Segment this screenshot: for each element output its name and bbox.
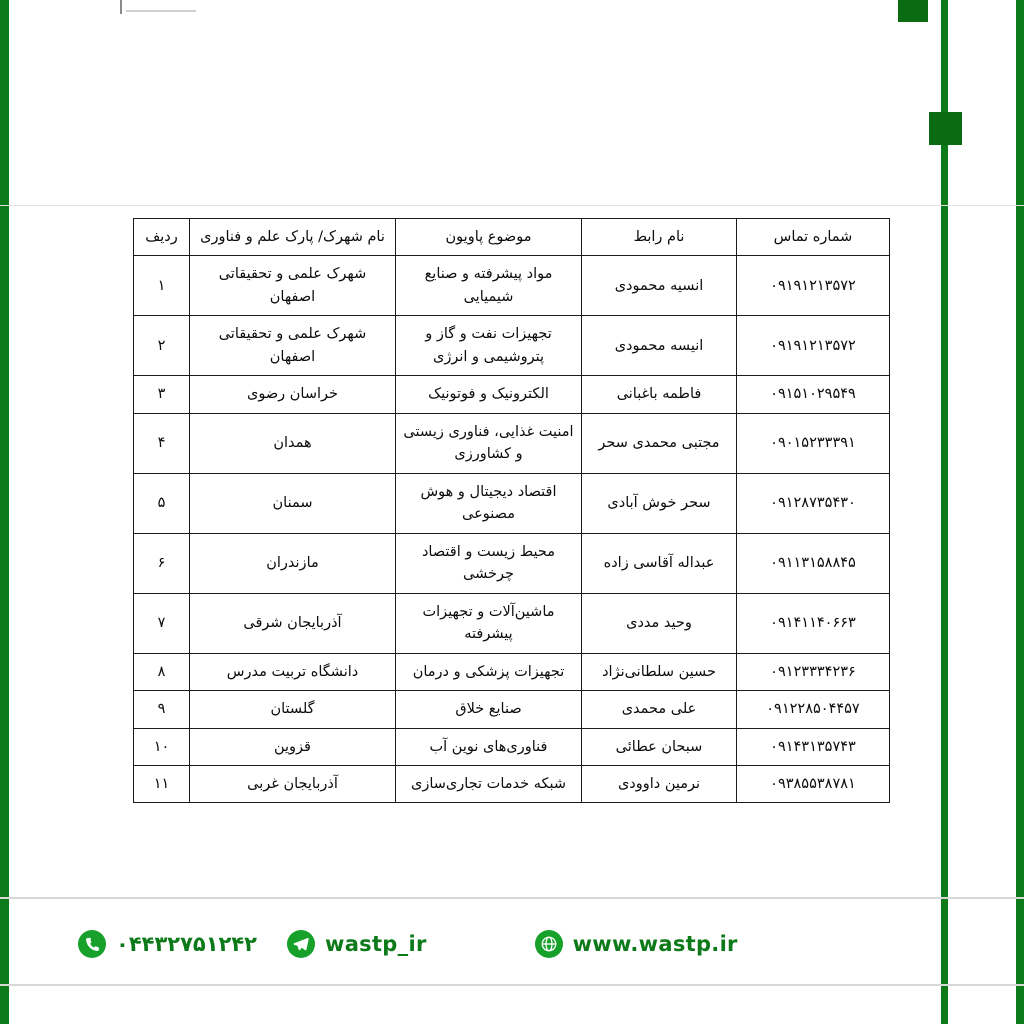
table-row: [134, 533, 890, 593]
table-row: [134, 593, 890, 653]
cell-park: همدان: [190, 413, 396, 473]
cell-row: ۹: [134, 691, 190, 728]
cell-row: ۱۱: [134, 765, 190, 802]
phone-icon: [78, 930, 106, 958]
cell-name: سبحان عطائی: [582, 728, 737, 765]
cell-name: فاطمه باغبانی: [582, 376, 737, 413]
telegram-icon: [287, 930, 315, 958]
cell-topic: ماشین‌آلات و تجهیزات پیشرفته: [396, 593, 582, 653]
cell-topic: امنیت غذایی، فناوری زیستی و کشاورزی: [396, 413, 582, 473]
cell-phone: ۰۹۱۲۳۳۳۴۲۳۶: [737, 653, 890, 690]
cell-name: سحر خوش آبادی: [582, 473, 737, 533]
cell-phone: ۰۹۱۲۲۸۵۰۴۴۵۷: [737, 691, 890, 728]
cell-park: دانشگاه تربیت مدرس: [190, 653, 396, 690]
table-body: [134, 256, 890, 803]
right-accent-bar: [941, 0, 948, 1024]
top-tick-mark: [120, 0, 122, 14]
cell-phone: ۰۹۱۹۱۲۱۳۵۷۲: [737, 256, 890, 316]
cell-park: خراسان رضوی: [190, 376, 396, 413]
telegram-label: wastp_ir: [325, 932, 427, 956]
cell-topic: مواد پیشرفته و صنایع شیمیایی: [396, 256, 582, 316]
cell-park: مازندران: [190, 533, 396, 593]
right-accent-bar-outer: [1016, 0, 1024, 1024]
pavilion-table-container: [134, 218, 890, 803]
footer-divider-bottom: [0, 984, 1024, 986]
cell-phone: ۰۹۳۸۵۵۳۸۷۸۱: [737, 765, 890, 802]
cell-topic: تجهیزات نفت و گاز و پتروشیمی و انرژی: [396, 316, 582, 376]
column-header-phone: شماره تماس: [737, 219, 890, 256]
cell-row: ۲: [134, 316, 190, 376]
footer-divider-top: [0, 897, 1024, 899]
cell-name: عبداله آقاسی زاده: [582, 533, 737, 593]
table-row: [134, 376, 890, 413]
cell-row: ۴: [134, 413, 190, 473]
cell-row: ۸: [134, 653, 190, 690]
website-label: www.wastp.ir: [572, 932, 738, 956]
cell-name: وحید مددی: [582, 593, 737, 653]
footer-contact-bar: [0, 906, 1024, 982]
cell-phone: ۰۹۱۴۱۱۴۰۶۶۳: [737, 593, 890, 653]
cell-park: آذربایجان غربی: [190, 765, 396, 802]
cell-row: ۱: [134, 256, 190, 316]
table-header: [134, 219, 890, 256]
cell-phone: ۰۹۱۹۱۲۱۳۵۷۲: [737, 316, 890, 376]
cell-topic: فناوری‌های نوین آب: [396, 728, 582, 765]
cell-row: ۷: [134, 593, 190, 653]
column-header-name: نام رابط: [582, 219, 737, 256]
left-accent-bar: [0, 0, 9, 1024]
cell-phone: ۰۹۰۱۵۲۳۳۳۹۱: [737, 413, 890, 473]
footer-telegram[interactable]: [287, 930, 427, 958]
top-rule: [126, 10, 196, 12]
cell-park: گلستان: [190, 691, 396, 728]
cell-topic: محیط زیست و اقتصاد چرخشی: [396, 533, 582, 593]
second-decorative-square: [929, 112, 962, 145]
cell-park: شهرک علمی و تحقیقاتی اصفهان: [190, 256, 396, 316]
cell-topic: الکترونیک و فوتونیک: [396, 376, 582, 413]
header-divider: [0, 205, 1024, 206]
table-row: [134, 316, 890, 376]
cell-row: ۶: [134, 533, 190, 593]
cell-name: انیسه محمودی: [582, 316, 737, 376]
cell-topic: شبکه خدمات تجاری‌سازی: [396, 765, 582, 802]
cell-park: آذربایجان شرقی: [190, 593, 396, 653]
cell-topic: تجهیزات پزشکی و درمان: [396, 653, 582, 690]
cell-name: مجتبی محمدی سحر: [582, 413, 737, 473]
cell-name: علی محمدی: [582, 691, 737, 728]
table-row: [134, 473, 890, 533]
footer-website[interactable]: [535, 930, 738, 958]
table-row: [134, 765, 890, 802]
column-header-topic: موضوع پاویون: [396, 219, 582, 256]
cell-phone: ۰۹۱۵۱۰۲۹۵۴۹: [737, 376, 890, 413]
cell-row: ۵: [134, 473, 190, 533]
table-row: [134, 728, 890, 765]
cell-phone: ۰۹۱۴۳۱۳۵۷۴۳: [737, 728, 890, 765]
cell-row: ۱۰: [134, 728, 190, 765]
cell-phone: ۰۹۱۲۸۷۳۵۴۳۰: [737, 473, 890, 533]
cell-topic: اقتصاد دیجیتال و هوش مصنوعی: [396, 473, 582, 533]
cell-name: انسیه محمودی: [582, 256, 737, 316]
pavilion-table: [133, 218, 890, 803]
column-header-row: ردیف: [134, 219, 190, 256]
cell-row: ۳: [134, 376, 190, 413]
cell-topic: صنایع خلاق: [396, 691, 582, 728]
table-header-row: [134, 219, 890, 256]
cell-name: حسین سلطانی‌نژاد: [582, 653, 737, 690]
globe-icon: [535, 930, 563, 958]
table-row: [134, 256, 890, 316]
footer-phone[interactable]: [78, 930, 257, 958]
column-header-park: نام شهرک/ پارک علم و فناوری: [190, 219, 396, 256]
cell-park: قزوین: [190, 728, 396, 765]
table-row: [134, 413, 890, 473]
table-row: [134, 653, 890, 690]
phone-label: ۰۴۴۳۲۷۵۱۲۴۲: [116, 932, 257, 956]
table-row: [134, 691, 890, 728]
cell-park: سمنان: [190, 473, 396, 533]
cell-phone: ۰۹۱۱۳۱۵۸۸۴۵: [737, 533, 890, 593]
cell-park: شهرک علمی و تحقیقاتی اصفهان: [190, 316, 396, 376]
top-decorative-square: [898, 0, 928, 22]
cell-name: نرمین داوودی: [582, 765, 737, 802]
